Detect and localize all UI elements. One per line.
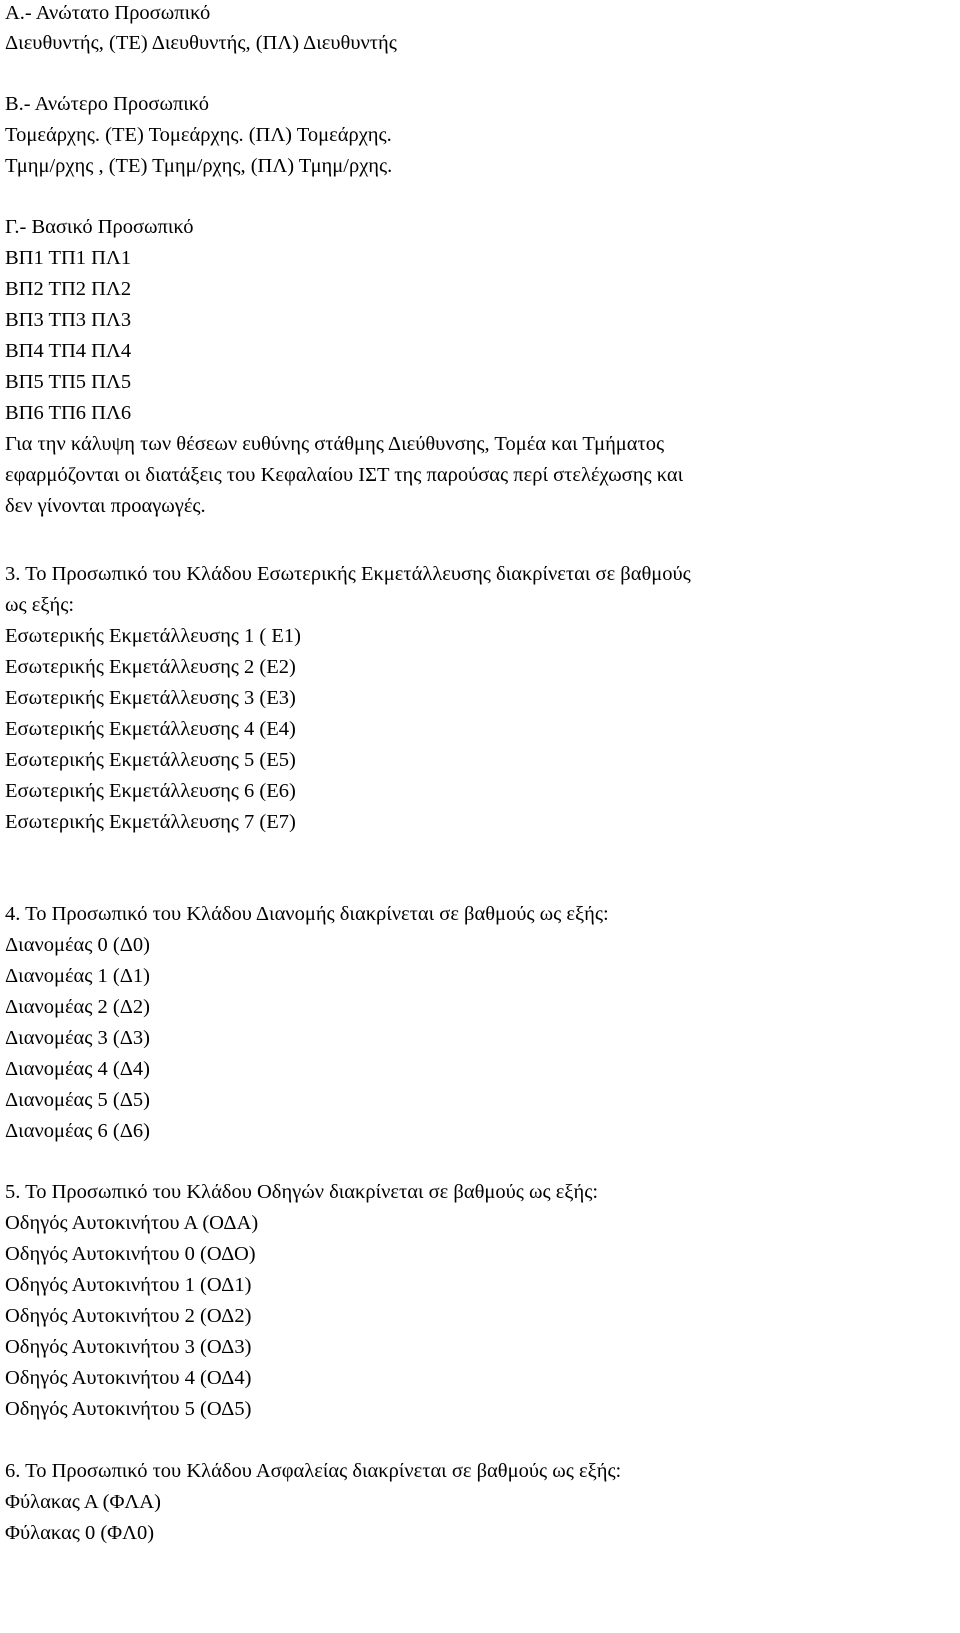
section-c-note-line: εφαρμόζονται οι διατάξεις του Κεφαλαίου ΙΣΤ της παρούσας περί στελέχωσης και — [5, 464, 684, 486]
section-3-item: Εσωτερικής Εκμετάλλευσης 1 ( Ε1) — [5, 625, 301, 647]
section-3-heading: 3. Το Προσωπικό του Κλάδου Εσωτερικής Εκμετάλλευσης διακρίνεται σε βαθμούς — [5, 563, 691, 585]
section-4-item: Διανομέας 6 (Δ6) — [5, 1120, 151, 1142]
section-5-item: Οδηγός Αυτοκινήτου 3 (ΟΔ3) — [5, 1336, 252, 1358]
section-b-line: Τμημ/ρχης , (ΤΕ) Τμημ/ρχης, (ΠΛ) Τμημ/ρχης. — [5, 155, 393, 177]
section-5-item: Οδηγός Αυτοκινήτου Α (ΟΔΑ) — [5, 1212, 259, 1234]
section-3-item: Εσωτερικής Εκμετάλλευσης 2 (Ε2) — [5, 656, 296, 678]
section-5-item: Οδηγός Αυτοκινήτου 5 (ΟΔ5) — [5, 1398, 252, 1420]
section-3-item: Εσωτερικής Εκμετάλλευσης 6 (Ε6) — [5, 780, 296, 802]
section-c-grade-line: ΒΠ6 ΤΠ6 ΠΛ6 — [5, 402, 132, 424]
section-c-note-line: δεν γίνονται προαγωγές. — [5, 495, 206, 517]
section-4-item: Διανομέας 1 (Δ1) — [5, 965, 151, 987]
section-c-grade-line: ΒΠ5 ΤΠ5 ΠΛ5 — [5, 371, 132, 393]
section-4-item: Διανομέας 2 (Δ2) — [5, 996, 151, 1018]
section-5-item: Οδηγός Αυτοκινήτου 2 (ΟΔ2) — [5, 1305, 252, 1327]
section-b-heading: Β.- Ανώτερο Προσωπικό — [5, 93, 209, 115]
section-a-heading: Α.- Ανώτατο Προσωπικό — [5, 2, 211, 24]
section-3-item: Εσωτερικής Εκμετάλλευσης 5 (Ε5) — [5, 749, 296, 771]
section-3-item: Εσωτερικής Εκμετάλλευσης 4 (Ε4) — [5, 718, 296, 740]
section-5-item: Οδηγός Αυτοκινήτου 1 (ΟΔ1) — [5, 1274, 252, 1296]
section-c-grade-line: ΒΠ3 ΤΠ3 ΠΛ3 — [5, 309, 132, 331]
section-b-line: Τομεάρχης. (ΤΕ) Τομεάρχης. (ΠΛ) Τομεάρχης. — [5, 124, 392, 146]
section-6-item: Φύλακας Α (ΦΛΑ) — [5, 1491, 161, 1513]
section-c-grade-line: ΒΠ4 ΤΠ4 ΠΛ4 — [5, 340, 132, 362]
section-6-item: Φύλακας 0 (ΦΛ0) — [5, 1522, 155, 1544]
section-c-grade-line: ΒΠ1 ΤΠ1 ΠΛ1 — [5, 247, 132, 269]
section-3-item: Εσωτερικής Εκμετάλλευσης 7 (Ε7) — [5, 811, 296, 833]
section-5-item: Οδηγός Αυτοκινήτου 0 (ΟΔΟ) — [5, 1243, 256, 1265]
section-3-heading: ως εξής: — [5, 594, 75, 616]
section-4-heading: 4. Το Προσωπικό του Κλάδου Διανομής διακρίνεται σε βαθμούς ως εξής: — [5, 903, 609, 925]
section-4-item: Διανομέας 5 (Δ5) — [5, 1089, 151, 1111]
section-3-item: Εσωτερικής Εκμετάλλευσης 3 (Ε3) — [5, 687, 296, 709]
section-5-heading: 5. Το Προσωπικό του Κλάδου Οδηγών διακρίνεται σε βαθμούς ως εξής: — [5, 1181, 599, 1203]
section-c-heading: Γ.- Βασικό Προσωπικό — [5, 216, 194, 238]
section-4-item: Διανομέας 3 (Δ3) — [5, 1027, 151, 1049]
section-5-item: Οδηγός Αυτοκινήτου 4 (ΟΔ4) — [5, 1367, 252, 1389]
section-4-item: Διανομέας 4 (Δ4) — [5, 1058, 151, 1080]
section-4-item: Διανομέας 0 (Δ0) — [5, 934, 151, 956]
section-6-heading: 6. Το Προσωπικό του Κλάδου Ασφαλείας διακρίνεται σε βαθμούς ως εξής: — [5, 1460, 622, 1482]
section-c-grade-line: ΒΠ2 ΤΠ2 ΠΛ2 — [5, 278, 132, 300]
section-c-note-line: Για την κάλυψη των θέσεων ευθύνης στάθμης Διεύθυνσης, Τομέα και Τμήματος — [5, 433, 665, 455]
section-a-line: Διευθυντής, (ΤΕ) Διευθυντής, (ΠΛ) Διευθυντής — [5, 32, 397, 54]
